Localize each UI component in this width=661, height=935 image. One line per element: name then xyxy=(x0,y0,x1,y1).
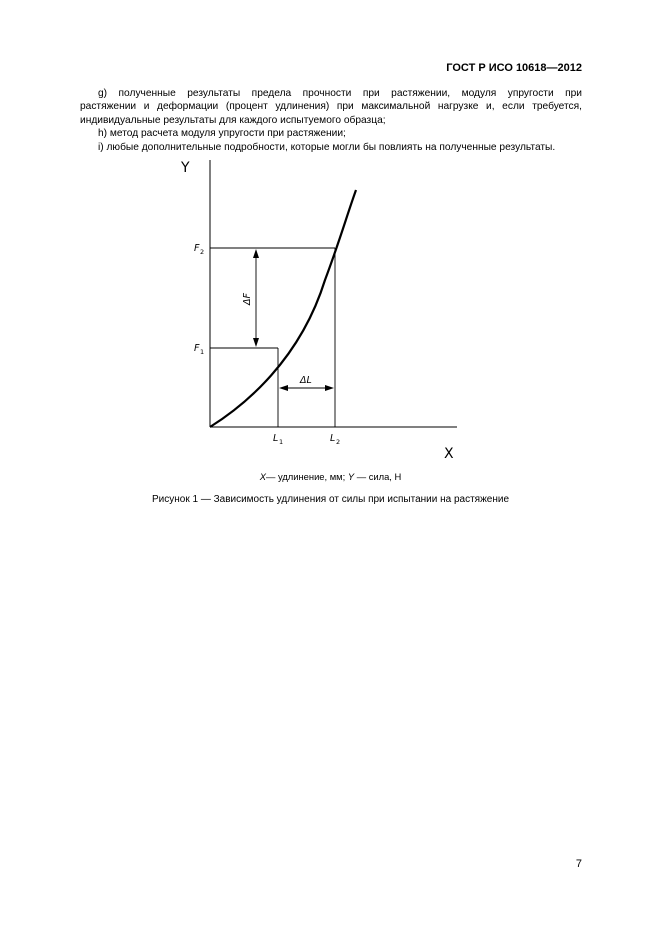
f2-label xyxy=(194,243,204,256)
delta-f-arrow-head-top xyxy=(253,249,259,258)
legend-x-text: — удлинение, мм; xyxy=(265,471,348,482)
delta-f-label: ΔF xyxy=(242,293,253,305)
l2-letter: L xyxy=(330,433,336,444)
f2-letter: F xyxy=(194,243,200,254)
l1-letter: L xyxy=(273,433,279,444)
l1-subscript: 1 xyxy=(279,438,284,446)
item-g-line-2: растяжении и деформации (процент удлинения) при максимальной нагрузке и, если требуется, xyxy=(80,101,582,113)
item-i: i) любые дополнительные подробности, которые могли бы повлиять на полученные результаты. xyxy=(98,141,556,153)
delta-l-arrow-head-left xyxy=(279,385,288,391)
legend-y-text: — сила, Н xyxy=(354,471,402,482)
l2-subscript: 2 xyxy=(336,438,341,446)
delta-f-arrow-head-bottom xyxy=(253,338,259,347)
legend-y-symbol: Y xyxy=(347,471,355,482)
item-h: h) метод расчета модуля упругости при растяжении; xyxy=(98,128,346,140)
delta-l-label: ΔL xyxy=(300,375,312,386)
l1-label xyxy=(273,433,283,446)
document-header: ГОСТ Р ИСО 10618—2012 xyxy=(446,62,582,74)
f1-letter: F xyxy=(194,343,200,354)
l2-label xyxy=(330,433,340,446)
f1-label xyxy=(194,343,204,356)
figure-legend xyxy=(0,471,661,482)
y-axis-label: Y xyxy=(181,160,190,176)
force-elongation-curve xyxy=(210,190,356,427)
legend-x-symbol: X xyxy=(259,471,266,482)
delta-l-arrow-head-right xyxy=(325,385,334,391)
f2-subscript: 2 xyxy=(200,248,205,256)
x-axis-label: X xyxy=(444,446,454,462)
page-number: 7 xyxy=(575,858,582,870)
item-g-line-1: g) полученные результаты предела прочности при растяжении, модуля упругости при xyxy=(98,88,582,99)
item-g-line-3: индивидуальные результаты для каждого испытуемого образца; xyxy=(80,114,386,126)
figure-caption: Рисунок 1 — Зависимость удлинения от силы при испытании на растяжение xyxy=(151,494,510,505)
f1-subscript: 1 xyxy=(200,348,205,356)
